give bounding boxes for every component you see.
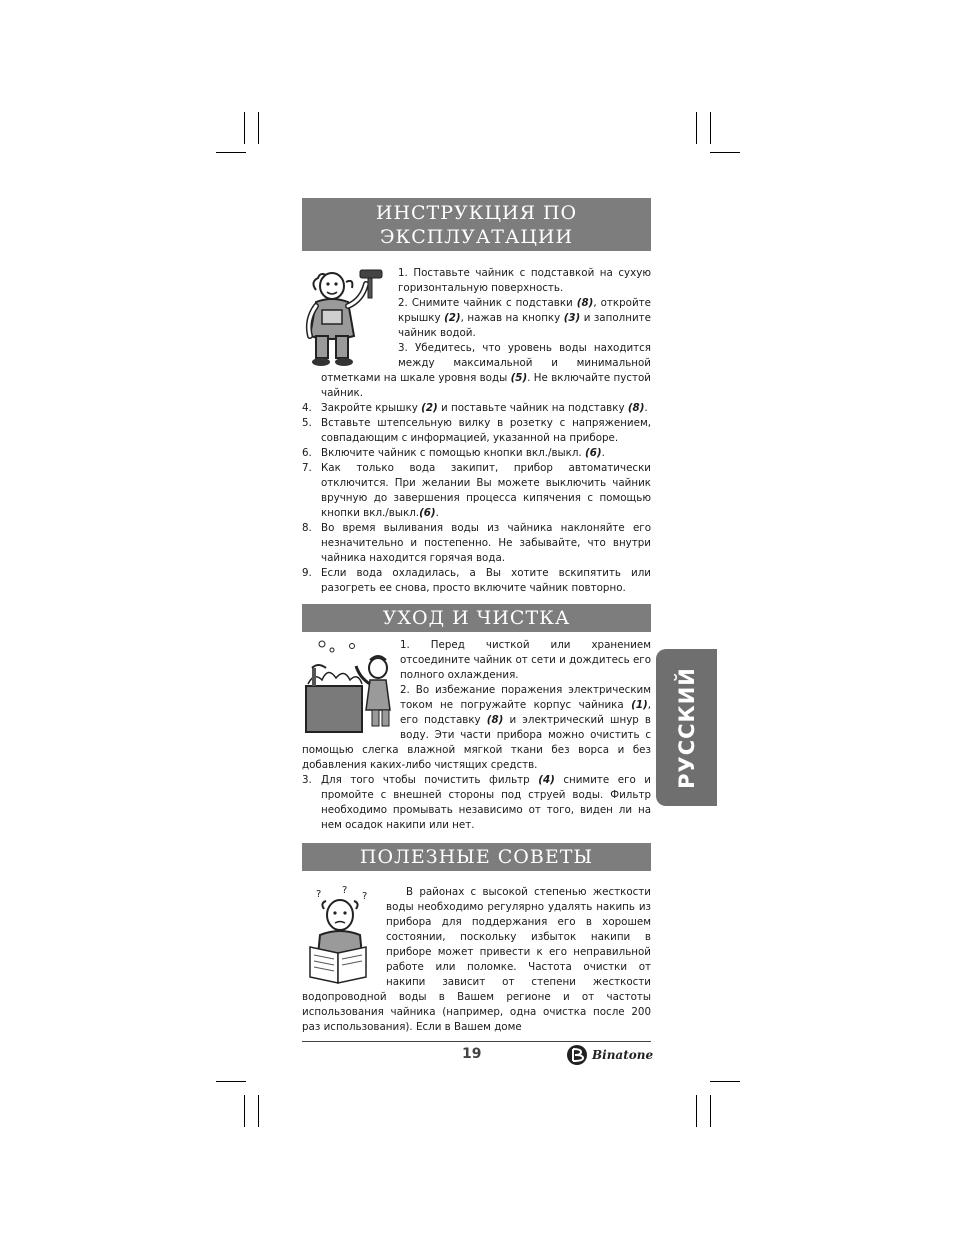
text-fragment: 2. Во избежание поражения электрическим током не погружайте корпус чайника xyxy=(400,684,651,711)
crop-mark xyxy=(244,1095,245,1127)
care-step-1: 1. Перед чисткой или хранением отсоедините чайник от сети и дождитесь его полного охлаждения. xyxy=(400,639,651,681)
svg-text:?: ? xyxy=(362,891,368,902)
part-ref: (6) xyxy=(419,507,436,519)
language-tab xyxy=(656,649,717,806)
svg-text:?: ? xyxy=(342,885,348,896)
part-ref: (6) xyxy=(584,447,602,459)
text-fragment: . xyxy=(644,402,648,414)
section-title-care: УХОД И ЧИСТКА xyxy=(302,604,651,632)
text-fragment: Закройте крышку xyxy=(321,402,422,414)
section-title-tips: ПОЛЕЗНЫЕ СОВЕТЫ xyxy=(302,843,651,871)
list-number: 6. xyxy=(302,447,312,459)
part-ref: (8) xyxy=(627,402,645,414)
cleaning-illustration xyxy=(302,638,396,738)
crop-mark xyxy=(710,1095,711,1127)
text-fragment: Если вода охладилась, а Вы хотите вскипятить или разогреть ее снова, просто включите чайник повторно. xyxy=(321,567,651,594)
part-ref: (8) xyxy=(576,297,594,309)
part-ref: (4) xyxy=(538,774,555,786)
list-number: 3. xyxy=(302,774,312,786)
text-fragment: . xyxy=(601,447,605,459)
crop-mark xyxy=(216,152,246,153)
tips-body xyxy=(302,885,651,1035)
text-fragment: Вставьте штепсельную вилку в розетку с напряжением, совпадающим с информацией, указанной на приборе. xyxy=(321,417,651,444)
crop-mark xyxy=(258,1095,259,1127)
list-number: 9. xyxy=(302,567,312,579)
text-fragment: снимите его и промойте с внешней стороны под струей воды. Фильтр необходимо промывать независимо от того, виден ли на нем осадок накипи или нет. xyxy=(321,774,652,831)
page-number: 19 xyxy=(462,1046,482,1062)
part-ref: (2) xyxy=(444,312,461,324)
crop-mark xyxy=(244,112,245,144)
text-fragment: Включите чайник с помощью кнопки вкл./выкл. xyxy=(321,447,585,459)
crop-mark xyxy=(696,112,697,144)
text-fragment: Во время выливания воды из чайника наклоняйте его незначительно и постепенно. Не забывайте, что внутри чайника находится горячая вода. xyxy=(321,522,651,564)
brand-logo xyxy=(566,1044,653,1066)
crop-mark xyxy=(258,112,259,144)
crop-mark xyxy=(710,112,711,144)
text-fragment: и поставьте чайник на подставку xyxy=(437,402,628,414)
list-number: 4. xyxy=(302,402,312,414)
text-fragment: Как только вода закипит, прибор автоматически отключится. При желании Вы можете выключить чайник вручную до завершения процесса кипячения с помощью кнопки вкл./выкл. xyxy=(321,462,651,519)
list-number: 8. xyxy=(302,522,312,534)
binatone-logo-icon xyxy=(566,1044,590,1066)
list-item xyxy=(302,446,651,461)
instructions-body xyxy=(302,266,651,596)
text-fragment: , его подставку xyxy=(400,699,651,726)
part-ref: (2) xyxy=(421,402,438,414)
text-fragment: и заполните чайник водой. xyxy=(398,312,651,339)
part-ref: (1) xyxy=(631,699,648,711)
care-body xyxy=(302,638,651,833)
list-number: 7. xyxy=(302,462,312,474)
part-ref: (8) xyxy=(486,714,504,726)
text-fragment: Для того чтобы почистить фильтр xyxy=(321,774,539,786)
instruction-step-1: 1. Поставьте чайник с подставкой на сухую горизонтальную поверхность. xyxy=(398,267,651,294)
part-ref: (3) xyxy=(563,312,581,324)
crop-mark xyxy=(710,1081,740,1082)
list-number: 5. xyxy=(302,417,312,429)
list-item xyxy=(302,461,651,521)
text-fragment: 3. Убедитесь, что уровень воды находится между максимальной и минимальной отметками на шкале уровня воды xyxy=(321,342,651,384)
list-item xyxy=(302,521,651,566)
text-fragment: , откройте крышку xyxy=(398,297,651,324)
crop-mark xyxy=(710,152,740,153)
language-tab-label: РУССКИЙ xyxy=(674,666,699,789)
text-fragment: . xyxy=(435,507,439,519)
section-title-instructions: ИНСТРУКЦИЯ ПО ЭКСПЛУАТАЦИИ xyxy=(302,198,651,251)
list-item xyxy=(302,401,651,416)
text-fragment: , нажав на кнопку xyxy=(460,312,564,324)
tips-paragraph: В районах с высокой степенью жесткости воды необходимо регулярно удалять накипь из прибора для поддержания его в хорошем состоянии, поскольку избыток накипи в приборе может привести к его неправильной работе или поломке. Частота очистки от накипи зависит от степени жесткости водопроводной воды в Вашем регионе и от частоты использования чайника (например, одна очистка после 200 раз использования). Если в Вашем доме xyxy=(302,886,651,1033)
instruction-steps-list xyxy=(302,401,651,596)
text-fragment: . Не включайте пустой чайник. xyxy=(321,372,651,399)
part-ref: (5) xyxy=(510,372,528,384)
footer-divider xyxy=(302,1041,651,1042)
crop-mark xyxy=(216,1081,246,1082)
handyman-illustration xyxy=(302,268,394,370)
brand-name: Binatone xyxy=(592,1048,654,1062)
text-fragment: 2. Снимите чайник с подставки xyxy=(398,297,577,309)
care-steps-list xyxy=(302,773,651,833)
crop-mark xyxy=(696,1095,697,1127)
list-item xyxy=(302,566,651,596)
list-item xyxy=(302,416,651,446)
list-item xyxy=(302,773,651,833)
reading-man-illustration xyxy=(302,885,382,989)
svg-text:?: ? xyxy=(316,889,322,900)
text-fragment: и электрический шнур в воду. Эти части прибора можно очистить с помощью слегка влажной мягкой ткани без ворса и без добавления каких-либо чистящих средств. xyxy=(302,714,651,771)
